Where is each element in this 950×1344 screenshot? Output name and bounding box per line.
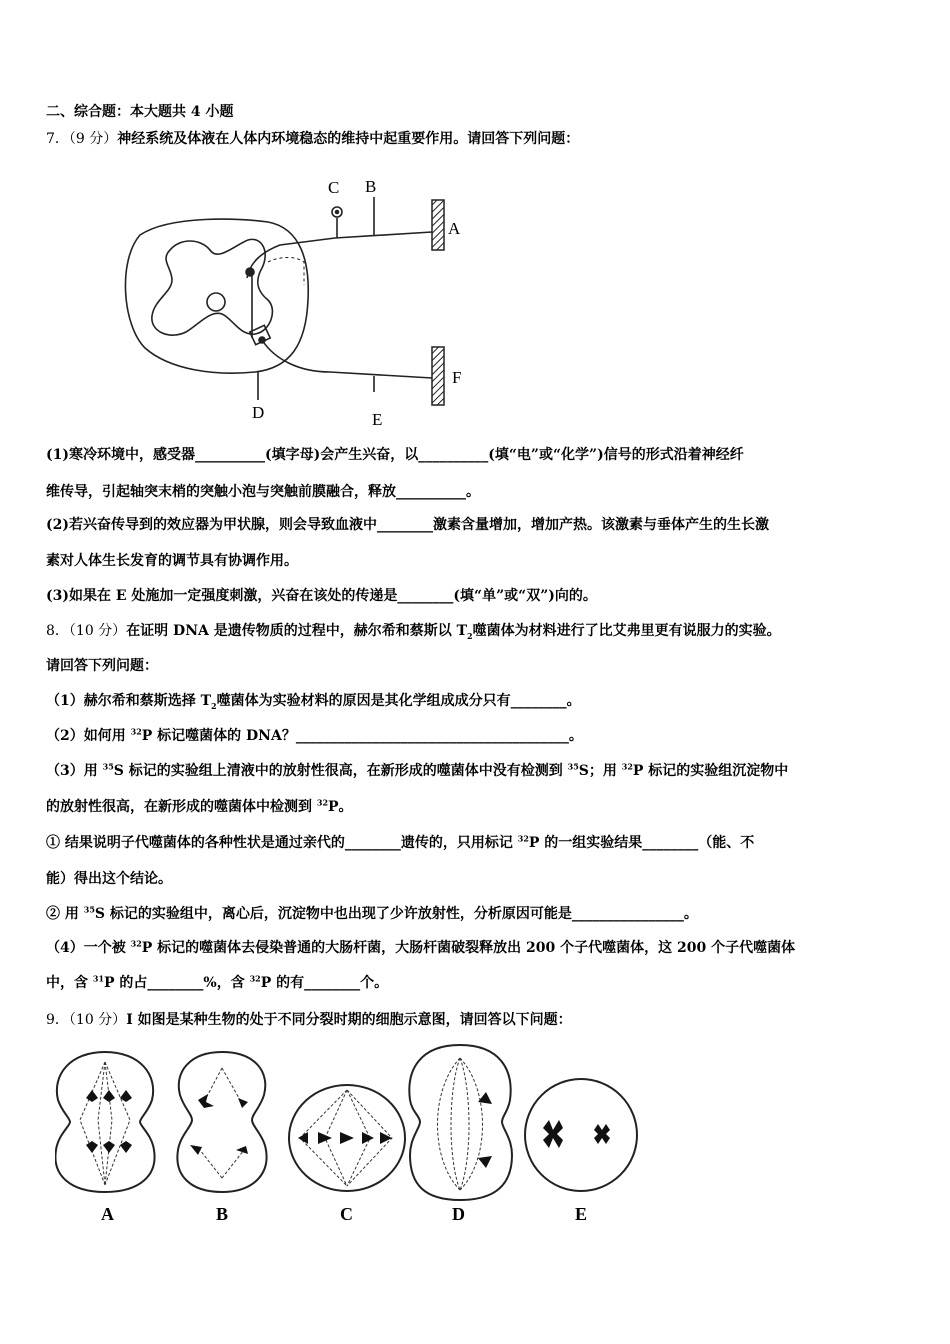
cell-a <box>55 1052 154 1192</box>
q7-stem <box>46 128 579 148</box>
cell-label-C: C <box>340 1204 353 1224</box>
neuron-body-upper <box>246 268 254 276</box>
cell-label-A: A <box>101 1204 114 1224</box>
q8-conclusion2: ② 用 $^{35}$S 标记的实验组中，离心后，沉淀物中也出现了少许放射性，分析原因可能是________________。 <box>46 904 698 922</box>
reflex-arc-figure <box>120 165 480 435</box>
label-C: C <box>328 178 340 197</box>
q8-sub1: （1）赫尔希和蔡斯选择 $T_2$噬菌体为实验材料的原因是其化学组成成分只有________。 <box>46 693 581 711</box>
q7-part2-line2: 素对人体生长发育的调节具有协调作用。 <box>46 553 298 569</box>
label-F: F <box>452 368 462 387</box>
q7-part3: (3)如果在 E 处施加一定强度刺激，兴奋在该处的传递是________(填“单”或“双”)向的。 <box>46 588 597 604</box>
q7-score: （9 分） <box>68 131 118 147</box>
q8-stem-line2: 请回答下列问题： <box>46 658 158 674</box>
q8-stem: 8．（10 分）在证明 DNA 是遗传物质的过程中，赫尔希和蔡斯以 $T_2$噬菌体为材料进行了比艾弗里更有说服力的实验。 <box>46 623 781 641</box>
cell-b <box>177 1052 266 1192</box>
q9-stem: 9．（10 分）I 如图是某种生物的处于不同分裂时期的细胞示意图，请回答以下问题： <box>46 1012 572 1028</box>
effector-f <box>432 347 444 405</box>
label-D: D <box>252 403 265 422</box>
cell-division-figure <box>55 1040 645 1230</box>
central-canal <box>207 293 225 311</box>
q8-sub4-line1: （4）一个被 $^{32}$P 标记的噬菌体去侵染普通的大肠杆菌，大肠杆菌破裂释放出 200 个子代噬菌体，这 200 个子代噬菌体 <box>46 938 796 956</box>
cell-d <box>409 1045 512 1200</box>
cell-e <box>525 1079 637 1191</box>
q7-part1-line1: (1)寒冷环境中，感受器__________(填字母)会产生兴奋，以__________(填“电”或“化学”)信号的形式沿着神经纤 <box>46 447 744 463</box>
spinal-cord-outline <box>125 219 308 373</box>
gray-matter <box>152 239 273 335</box>
q8-sub3-line1: （3）用 $^{35}$S 标记的实验组上清液中的放射性很高，在新形成的噬菌体中没有检测到 $^{35}$S；用 $^{32}$P 标记的实验组沉淀物中 <box>46 761 789 779</box>
cell-label-B: B <box>216 1204 229 1224</box>
q7-part2-line1: (2)若兴奋传导到的效应器为甲状腺，则会导致血液中________激素含量增加，增加产热。该激素与垂体产生的生长激 <box>46 517 769 533</box>
receptor-a <box>432 200 444 250</box>
dashed-region <box>268 258 304 286</box>
q8-conclusion1-line1: ① 结果说明子代噬菌体的各种性状是通过亲代的________遗传的，只用标记 $^{32}$P 的一组实验结果________（能、不 <box>46 833 755 851</box>
label-A: A <box>448 219 461 238</box>
label-B: B <box>365 177 377 196</box>
q8-conclusion1-line2: 能）得出这个结论。 <box>46 871 172 887</box>
cell-label-E: E <box>575 1204 588 1224</box>
q7-number: 7． <box>46 131 69 147</box>
label-E: E <box>372 410 383 429</box>
q8-sub2: （2）如何用 $^{32}$P 标记噬菌体的 DNA？_______________________________________。 <box>46 726 583 744</box>
q8-sub3-line2: 的放射性很高，在新形成的噬菌体中检测到 $^{32}$P。 <box>46 797 353 815</box>
q7-stem-text: 神经系统及体液在人体内环境稳态的维持中起重要作用。请回答下列问题： <box>117 131 580 147</box>
afferent-fiber <box>247 232 432 278</box>
q7-part1-line2: 维传导，引起轴突末梢的突触小泡与突触前膜融合，释放__________。 <box>46 484 480 500</box>
section-title: 二、综合题：本大题共 4 小题 <box>46 104 234 120</box>
q8-sub4-line2: 中，含 $^{31}$P 的占________%，含 $^{32}$P 的有________个。 <box>46 973 389 991</box>
cell-label-D: D <box>452 1204 465 1224</box>
